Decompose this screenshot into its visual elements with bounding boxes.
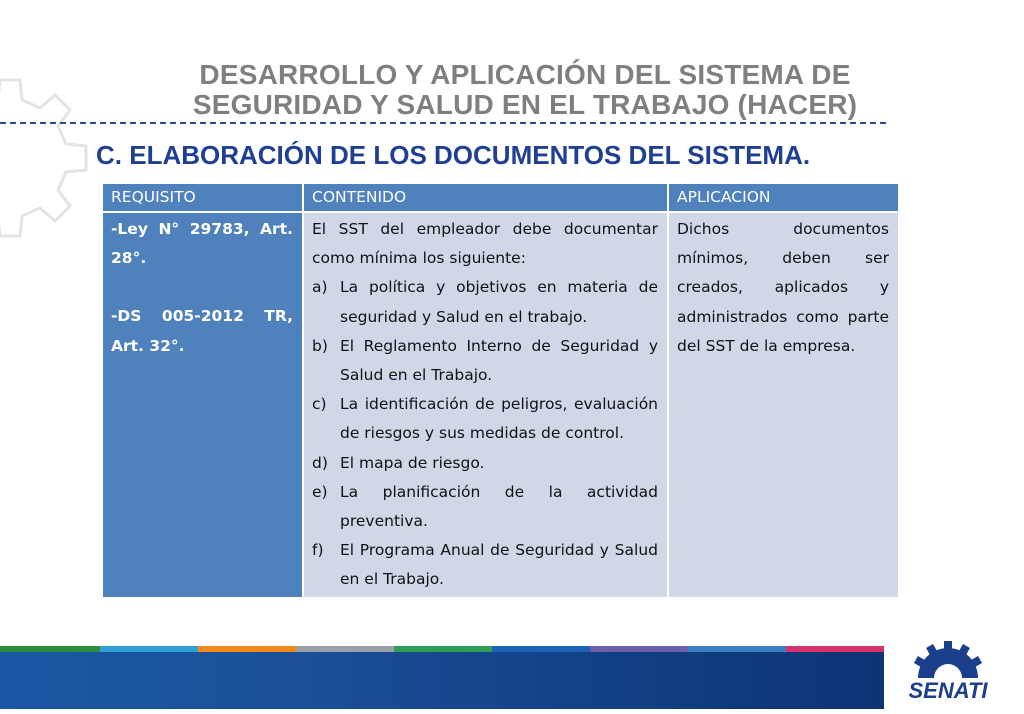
senati-gear-icon <box>890 640 1024 709</box>
requirements-table <box>103 184 900 597</box>
table-header-row <box>103 184 899 212</box>
aplicacion-cell: Dichos documentos mínimos, deben ser creados, aplicados y administrados como parte del SST de la empresa. <box>668 212 899 597</box>
senati-logo <box>890 640 1024 709</box>
requisito-cell <box>103 212 303 597</box>
page-title <box>110 60 940 120</box>
column-header-aplicacion: APLICACION <box>668 184 899 212</box>
list-item <box>312 332 658 390</box>
gear-watermark-icon <box>0 60 90 260</box>
list-item <box>312 536 658 594</box>
table-row <box>103 212 899 597</box>
requisito-item: -DS 005-2012 TR, Art. 32°. <box>111 307 293 355</box>
footer-band <box>0 652 884 709</box>
column-header-requisito: REQUISITO <box>103 184 303 212</box>
list-item-text: La identificación de peligros, evaluación de riesgos y sus medidas de control. <box>340 395 658 443</box>
list-marker: e) <box>312 482 328 501</box>
contenido-list <box>312 273 658 594</box>
list-marker: c) <box>312 395 327 414</box>
list-marker: d) <box>312 453 328 472</box>
contenido-intro: El SST del empleador debe documentar como mínima los siguiente: <box>312 220 658 268</box>
header-divider <box>0 122 886 124</box>
requisito-item: -Ley N° 29783, Art. 28°. <box>111 220 293 268</box>
page-title-line-2: SEGURIDAD Y SALUD EN EL TRABAJO (HACER) <box>192 89 858 120</box>
list-marker: b) <box>312 336 328 355</box>
list-item-text: La planificación de la actividad preventiva. <box>340 482 658 531</box>
contenido-cell <box>303 212 668 597</box>
list-marker: f) <box>312 541 324 560</box>
list-item-text: El Reglamento Interno de Seguridad y Salud en el Trabajo. <box>340 336 658 385</box>
senati-logo-text: SENATI <box>908 678 988 703</box>
column-header-contenido: CONTENIDO <box>303 184 668 212</box>
list-marker: a) <box>312 278 328 297</box>
list-item <box>312 390 658 448</box>
list-item-text: El Programa Anual de Seguridad y Salud en el Trabajo. <box>340 541 658 589</box>
section-title: C. ELABORACIÓN DE LOS DOCUMENTOS DEL SISTEMA. <box>96 140 811 170</box>
list-item-text: La política y objetivos en materia de seguridad y Salud en el trabajo. <box>340 278 658 326</box>
list-item <box>312 449 658 478</box>
list-item <box>312 478 658 536</box>
list-item <box>312 273 658 331</box>
page-title-line-1: DESARROLLO Y APLICACIÓN DEL SISTEMA DE <box>199 59 851 90</box>
list-item-text: El mapa de riesgo. <box>340 453 485 472</box>
